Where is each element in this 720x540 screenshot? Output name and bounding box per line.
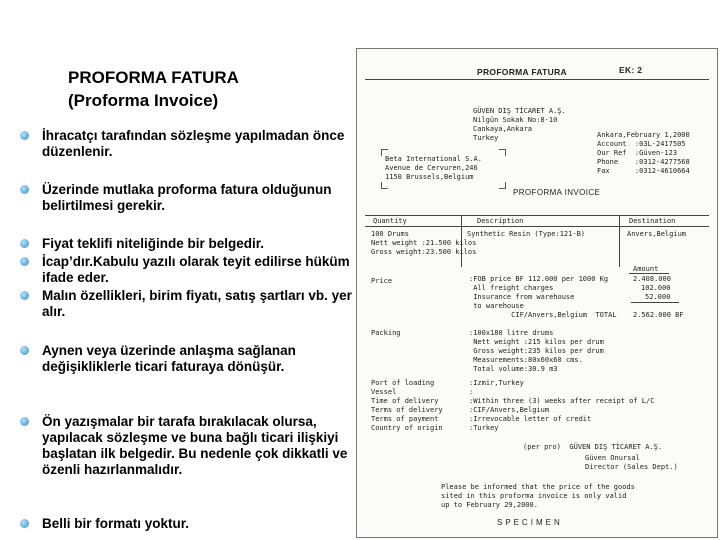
bullet-text: Belli bir formatı yoktur. <box>42 516 190 531</box>
shipping-value: :Within three (3) weeks after receipt of L/C <box>469 397 655 405</box>
bullet-text: Fiyat teklifi niteliğinde bir belgedir. <box>42 236 265 251</box>
destination-value: Anvers,Belgium <box>627 230 687 238</box>
amount-value: 102.000 <box>641 284 671 292</box>
price-line: All freight charges <box>469 284 554 292</box>
address-bracket <box>499 149 506 156</box>
bullet-item <box>20 254 365 286</box>
bullet-text: Aynen veya üzerinde anlaşma sağlanan değişikliklerle ticari faturaya dönüşür. <box>42 343 296 374</box>
specimen-mark: S P E C I M E N <box>497 518 561 527</box>
packing-line: Nett weight :215 kilos per drum <box>469 338 604 346</box>
bullet-icon <box>20 131 29 140</box>
bullet-icon <box>20 257 29 266</box>
shipping-label: Terms of delivery <box>371 406 443 414</box>
amount-value: 2.408.000 <box>633 275 671 283</box>
bullet-item <box>20 182 365 214</box>
bullet-item <box>20 236 365 252</box>
buyer-line: Avenue de Cervuren,246 <box>385 164 478 172</box>
bullet-icon <box>20 417 29 426</box>
packing-line: Total volume:30.9 m3 <box>469 365 558 373</box>
ref-line: Fax :0312-4610664 <box>597 167 690 175</box>
packing-line: :100x180 litre drums <box>469 329 554 337</box>
validity-note: Please be informed that the price of the goods <box>441 483 635 491</box>
shipping-value: : <box>469 388 474 396</box>
address-bracket <box>499 182 506 189</box>
column-header-destination: Destination <box>629 217 676 225</box>
bullet-icon <box>20 291 29 300</box>
bullet-item <box>20 516 365 532</box>
buyer-line: 1150 Brussels,Belgium <box>385 173 474 181</box>
column-header-quantity: Quantity <box>373 217 407 225</box>
validity-note: sited in this proforma invoice is only valid <box>441 492 627 500</box>
header-divider <box>365 79 709 80</box>
bullet-item <box>20 288 365 320</box>
address-bracket <box>381 182 388 189</box>
shipping-value: :Izmir,Turkey <box>469 379 524 387</box>
packing-line: Gross weight:235 kilos per drum <box>469 347 604 355</box>
title-line-2: (Proforma Invoice) <box>68 91 219 110</box>
quantity-line: 100 Drums <box>371 230 409 238</box>
seller-line: Cankaya,Ankara <box>473 125 533 133</box>
amount-total: 2.562.000 BF <box>633 311 684 319</box>
proforma-stamp: PROFORMA INVOICE <box>513 188 601 197</box>
bullet-item <box>20 343 365 375</box>
signature-line: Director (Sales Dept.) <box>585 463 678 471</box>
bullet-icon <box>20 185 29 194</box>
amount-value: 52.000 <box>645 293 671 301</box>
shipping-label: Port of loading <box>371 379 435 387</box>
price-line: to warehouse <box>469 302 524 310</box>
bullet-icon <box>20 346 29 355</box>
bullet-text: İcap’dır.Kabulu yazılı olarak teyit edilirse hüküm ifade eder. <box>42 254 350 285</box>
ref-line: Account :03L-2417505 <box>597 140 686 148</box>
proforma-invoice-document <box>356 48 718 538</box>
table-header-rule <box>365 226 709 227</box>
title-line-1: PROFORMA FATURA <box>68 68 239 87</box>
column-header-description: Description <box>477 217 524 225</box>
bullet-text: Ön yazışmalar bir tarafa bırakılacak olursa, yapılacak sözleşme ve buna bağlı ticari ilişkiyi başlatan ilk belgedir. Bu nedenle çok dikkatli ve özenli hazırlanmalıdır. <box>42 414 348 477</box>
seller-line: Turkey <box>473 134 499 142</box>
quantity-line: Nett weight :21.500 kilos <box>371 239 477 247</box>
bullet-text: İhracatçı tarafından sözleşme yapılmadan önce düzenlenir. <box>42 128 345 159</box>
slide-title <box>68 66 348 112</box>
shipping-label: Time of delivery <box>371 397 439 405</box>
bullet-text: Malın özellikleri, birim fiyatı, satış şartları vb. yer alır. <box>42 288 352 319</box>
ref-line: Phone :0312-4277568 <box>597 158 690 166</box>
column-divider <box>619 215 620 267</box>
validity-note: up to February 29,2000. <box>441 501 538 509</box>
bullet-icon <box>20 239 29 248</box>
amount-label: Amount <box>633 265 659 273</box>
shipping-label: Country of origin <box>371 424 443 432</box>
amount-underline <box>629 273 669 274</box>
table-top-rule <box>365 215 709 216</box>
price-line: CIF/Anvers,Belgium TOTAL <box>469 311 617 319</box>
price-label: Price <box>371 277 393 285</box>
buyer-line: Beta International S.A. <box>385 155 482 163</box>
price-line: Insurance from warehouse <box>469 293 575 301</box>
shipping-value: :Irrevocable letter of credit <box>469 415 592 423</box>
shipping-value: :CIF/Anvers,Belgium <box>469 406 550 414</box>
shipping-value: :Turkey <box>469 424 499 432</box>
signature-line: Güven Onursal <box>585 454 640 462</box>
packing-line: Measurements:80x60x60 cms. <box>469 356 583 364</box>
shipping-label: Terms of payment <box>371 415 439 423</box>
seller-line: Nilgün Sokak No:8-10 <box>473 116 558 124</box>
doc-header-title: PROFORMA FATURA <box>477 67 567 77</box>
price-line: :FOB price BF 112.000 per 1000 Kg <box>469 275 609 283</box>
quantity-line: Gross weight:23.500 kilos <box>371 248 477 256</box>
shipping-label: Vessel <box>371 388 397 396</box>
bullet-item <box>20 414 365 478</box>
description-value: Synthetic Resin (Type:121-B) <box>467 230 586 238</box>
ref-line: Ankara,February 1,2000 <box>597 131 690 139</box>
seller-line: GÜVEN DIŞ TİCARET A.Ş. <box>473 107 566 115</box>
amount-total-rule <box>631 302 679 303</box>
doc-header-ek: EK: 2 <box>619 65 643 75</box>
packing-label: Packing <box>371 329 401 337</box>
bullet-icon <box>20 519 29 528</box>
ref-line: Our Ref :Güven-123 <box>597 149 678 157</box>
bullet-item <box>20 128 365 160</box>
bullet-text: Üzerinde mutlaka proforma fatura olduğunun belirtilmesi gerekir. <box>42 182 332 213</box>
signature-line: (per pro) GÜVEN DIŞ TİCARET A.Ş. <box>523 443 663 451</box>
